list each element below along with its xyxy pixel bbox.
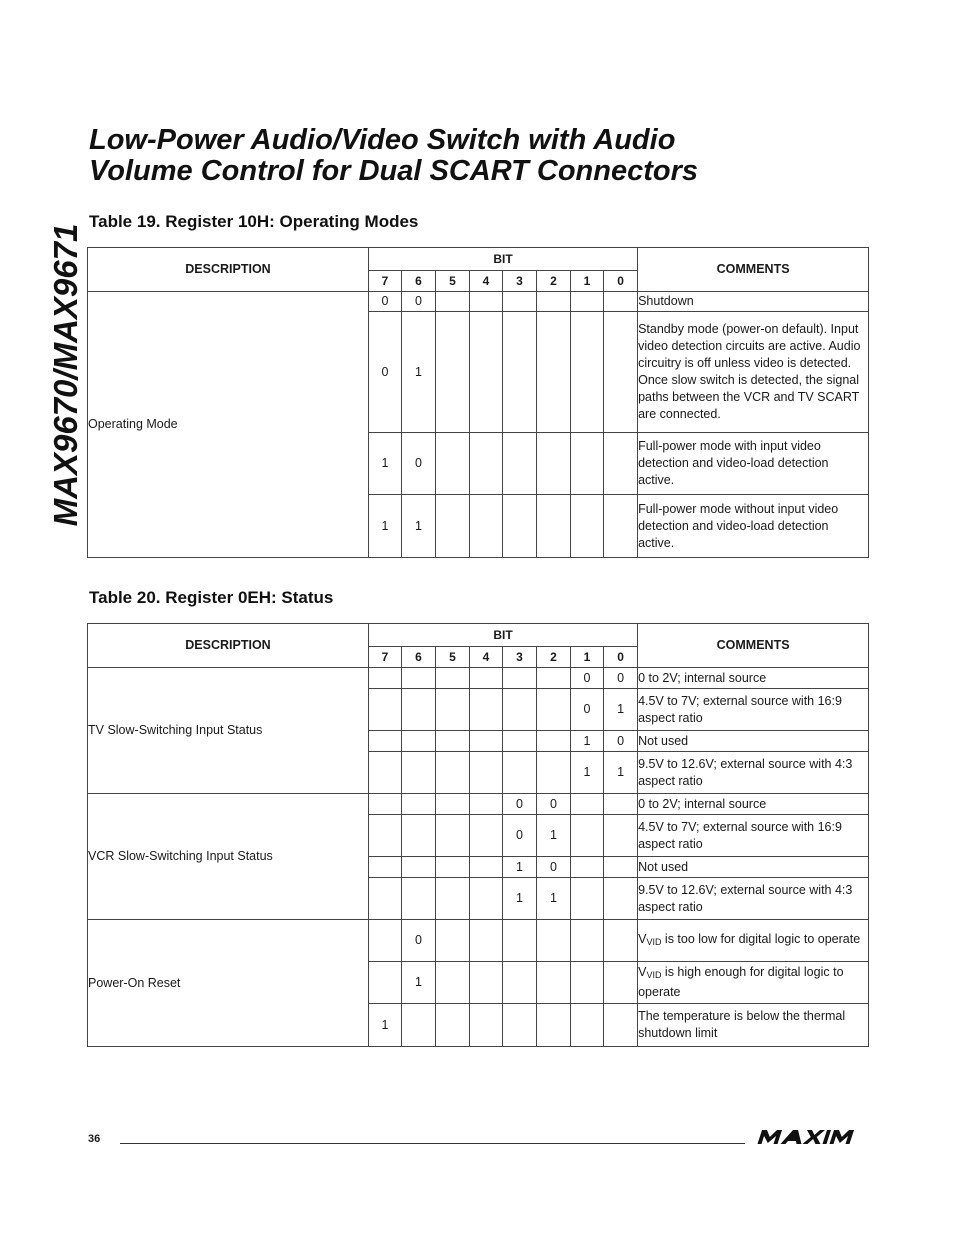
bit-cell: 1 (402, 495, 436, 558)
header-bit-0: 0 (604, 647, 638, 668)
bit-cell: 0 (604, 731, 638, 752)
bit-cell: 0 (402, 292, 436, 312)
bit-cell: 1 (604, 752, 638, 794)
bit-cell: 1 (604, 689, 638, 731)
bit-cell: 1 (369, 433, 402, 495)
bit-cell: 1 (571, 752, 604, 794)
table-row (88, 668, 869, 689)
bit-cell: 0 (369, 312, 402, 433)
bit-cell: 0 (369, 292, 402, 312)
comment-text: is too low for digital logic to operate (661, 931, 861, 946)
comment-cell (638, 920, 869, 962)
header-comments: COMMENTS (638, 248, 869, 292)
comment-cell: Not used (638, 857, 869, 878)
comment-cell: 9.5V to 12.6V; external source with 4:3 aspect ratio (638, 752, 869, 794)
bit-cell: 0 (402, 433, 436, 495)
bit-cell: 1 (369, 495, 402, 558)
bit-cell: 0 (402, 920, 436, 962)
header-bit-3: 3 (503, 271, 537, 292)
bit-cell: 0 (571, 668, 604, 689)
vvid-subscript: VID (646, 936, 662, 947)
header-description: DESCRIPTION (88, 624, 369, 668)
page-number: 36 (88, 1133, 101, 1145)
header-comments: COMMENTS (638, 624, 869, 668)
page-title-line-1: Low-Power Audio/Video Switch with Audio (89, 124, 676, 156)
bit-cell: 1 (503, 857, 537, 878)
bit-cell: 0 (537, 857, 571, 878)
comment-cell: 4.5V to 7V; external source with 16:9 aspect ratio (638, 815, 869, 857)
page-title (89, 125, 698, 187)
header-bit-7: 7 (369, 271, 402, 292)
bit-cell: 1 (571, 731, 604, 752)
header-bit: BIT (369, 624, 638, 647)
bit-cell: 1 (402, 962, 436, 1004)
page-title-line-2: Volume Control for Dual SCART Connectors (89, 155, 699, 187)
comment-cell: 9.5V to 12.6V; external source with 4:3 aspect ratio (638, 878, 869, 920)
row-description: TV Slow-Switching Input Status (88, 668, 369, 794)
comment-text: is high enough for digital logic to operate (638, 965, 844, 999)
comment-cell: The temperature is below the thermal shutdown limit (638, 1004, 869, 1047)
bit-cell: 1 (369, 1004, 402, 1047)
comment-cell: Full-power mode with input video detection and video-load detection active. (638, 433, 869, 495)
table-19 (87, 247, 869, 558)
vvid-subscript: VID (646, 970, 662, 980)
table-row (88, 794, 869, 815)
bit-cell: 1 (537, 878, 571, 920)
header-bit-2: 2 (537, 271, 571, 292)
table-20-caption: Table 20. Register 0EH: Status (89, 588, 334, 607)
header-bit-0: 0 (604, 271, 638, 292)
bit-cell: 0 (537, 794, 571, 815)
comment-cell: Shutdown (638, 292, 869, 312)
table-20 (87, 623, 869, 1047)
maxim-logo (756, 1127, 864, 1152)
header-bit-6: 6 (402, 271, 436, 292)
comment-cell (638, 962, 869, 1004)
comment-cell: 0 to 2V; internal source (638, 668, 869, 689)
row-description: Power-On Reset (88, 920, 369, 1047)
header-bit-1: 1 (571, 271, 604, 292)
bit-cell: 0 (571, 689, 604, 731)
header-bit-7: 7 (369, 647, 402, 668)
header-bit-3: 3 (503, 647, 537, 668)
vvid-symbol: V (638, 965, 647, 979)
table-19-caption: Table 19. Register 10H: Operating Modes (89, 212, 419, 231)
comment-cell: Standby mode (power-on default). Input video detection circuits are active. Audio circuitry is off unless video is detected. Once slow switch is detected, the signal paths between the VCR and TV SCART are connected. (638, 312, 869, 433)
comment-cell: 4.5V to 7V; external source with 16:9 aspect ratio (638, 689, 869, 731)
table-row (88, 920, 869, 962)
footer-rule (120, 1143, 745, 1144)
header-bit-6: 6 (402, 647, 436, 668)
bit-cell: 0 (503, 794, 537, 815)
header-bit-2: 2 (537, 647, 571, 668)
row-description: VCR Slow-Switching Input Status (88, 794, 369, 920)
bit-cell: 0 (604, 668, 638, 689)
row-description: Operating Mode (88, 292, 369, 558)
comment-cell: Full-power mode without input video detection and video-load detection active. (638, 495, 869, 558)
vvid-symbol: V (638, 931, 647, 946)
comment-cell: 0 to 2V; internal source (638, 794, 869, 815)
header-bit-4: 4 (470, 647, 503, 668)
side-part-number: MAX9670/MAX9671 (47, 223, 84, 527)
bit-cell: 1 (537, 815, 571, 857)
header-bit-4: 4 (470, 271, 503, 292)
bit-cell: 1 (402, 312, 436, 433)
header-bit-5: 5 (436, 271, 470, 292)
bit-cell: 1 (503, 878, 537, 920)
table-row (88, 292, 869, 312)
comment-cell: Not used (638, 731, 869, 752)
header-bit-1: 1 (571, 647, 604, 668)
header-bit-5: 5 (436, 647, 470, 668)
bit-cell: 0 (503, 815, 537, 857)
header-bit: BIT (369, 248, 638, 271)
header-description: DESCRIPTION (88, 248, 369, 292)
